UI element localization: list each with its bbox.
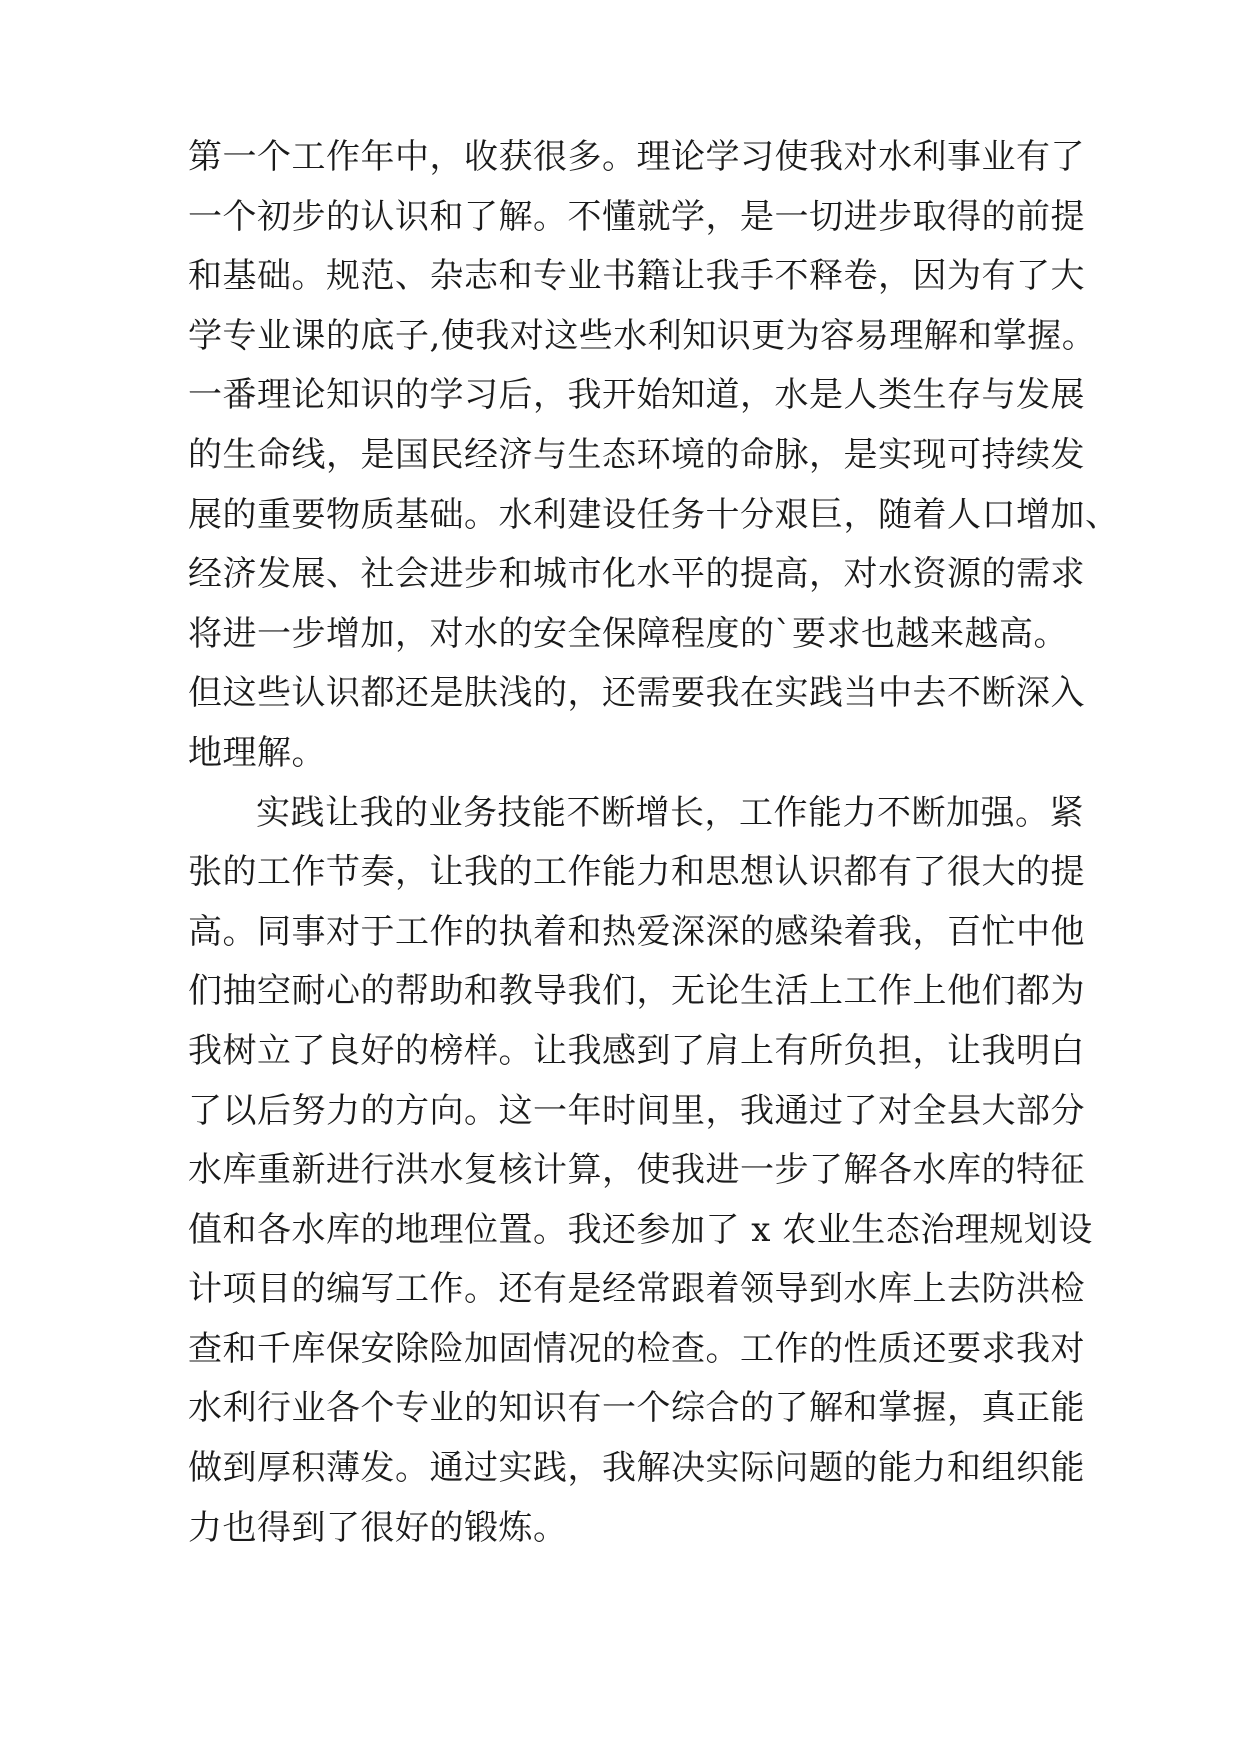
- text-line: 将进一步增加，对水的安全保障程度的`要求也越来越高。: [188, 613, 1068, 654]
- text-line: 和基础。规范、杂志和专业书籍让我手不释卷，因为有了大: [188, 256, 1085, 297]
- text-line: 经济发展、社会进步和城市化水平的提高，对水资源的需求: [188, 554, 1085, 595]
- text-line: 张的工作节奏，让我的工作能力和思想认识都有了很大的提: [188, 852, 1085, 893]
- paragraph-1: [188, 128, 1120, 784]
- text-line: 们抽空耐心的帮助和教导我们，无论生活上工作上他们都为: [188, 971, 1085, 1012]
- text-line: 第一个工作年中，收获很多。理论学习使我对水利事业有了: [188, 137, 1085, 177]
- text-line: 一个初步的认识和了解。不懂就学，是一切进步取得的前提: [188, 196, 1085, 237]
- text-line: 地理解。: [188, 732, 326, 773]
- text-line: 水库重新进行洪水复核计算，使我进一步了解各水库的特征: [188, 1150, 1085, 1191]
- text-line: 高。同事对于工作的执着和热爱深深的感染着我，百忙中他: [188, 911, 1085, 952]
- text-line: 力也得到了很好的锻炼。: [188, 1507, 568, 1548]
- text-line: 但这些认识都还是肤浅的，还需要我在实践当中去不断深入: [188, 673, 1085, 714]
- document-body: [188, 128, 1120, 1558]
- text-line: 做到厚积薄发。通过实践，我解决实际问题的能力和组织能: [188, 1448, 1085, 1489]
- text-line: 展的重要物质基础。水利建设任务十分艰巨，随着人口增加、: [188, 494, 1120, 535]
- text-line: 我树立了良好的榜样。让我感到了肩上有所负担，让我明白: [188, 1030, 1085, 1071]
- paragraph-2: [188, 784, 1093, 1559]
- text-line: 计项目的编写工作。还有是经常跟着领导到水库上去防洪检: [188, 1269, 1085, 1310]
- text-line: 值和各水库的地理位置。我还参加了 x 农业生态治理规划设: [188, 1209, 1093, 1250]
- text-line: 了以后努力的方向。这一年时间里，我通过了对全县大部分: [188, 1090, 1085, 1131]
- text-line: 一番理论知识的学习后，我开始知道，水是人类生存与发展: [188, 375, 1085, 416]
- text-line: 水利行业各个专业的知识有一个综合的了解和掌握，真正能: [188, 1388, 1085, 1429]
- text-line: 查和千库保安除险加固情况的检查。工作的性质还要求我对: [188, 1328, 1085, 1369]
- text-line: 的生命线，是国民经济与生态环境的命脉，是实现可持续发: [188, 434, 1085, 475]
- text-line: 实践让我的业务技能不断增长，工作能力不断加强。紧: [256, 792, 1084, 833]
- text-line: 学专业课的底子,使我对这些水利知识更为容易理解和掌握。: [188, 315, 1097, 356]
